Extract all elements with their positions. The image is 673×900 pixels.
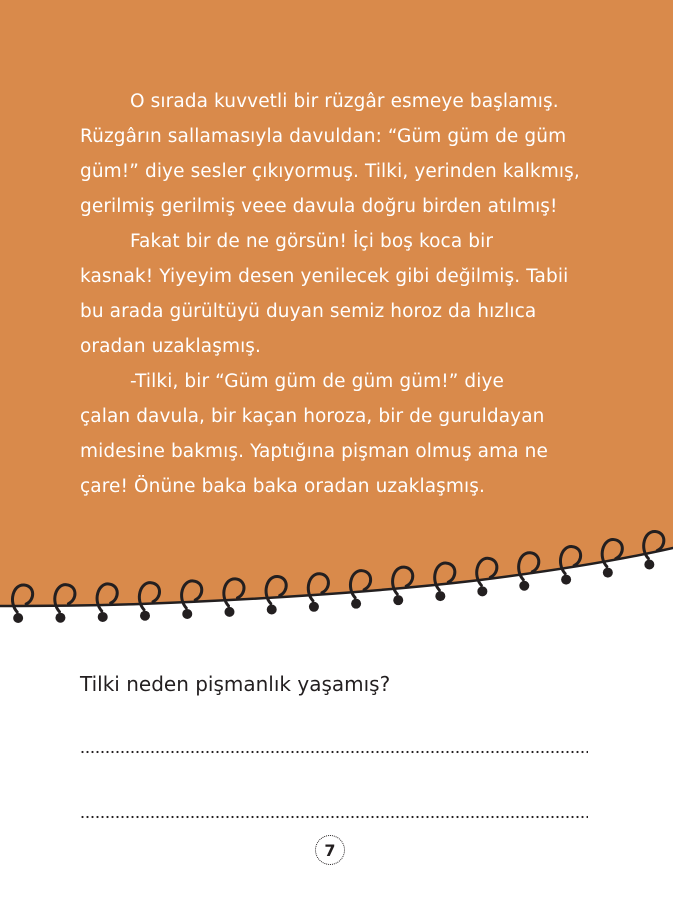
spiral-hole-icon xyxy=(182,609,192,619)
story-line: bu arada gürültüyü duyan semiz horoz da hızlıca xyxy=(80,301,537,322)
story-line: güm!” diye sesler çıkıyormuş. Tilki, yerinden kalkmış, xyxy=(80,161,580,182)
spiral-hole-icon xyxy=(644,560,654,570)
answer-line[interactable] xyxy=(80,815,588,819)
story-line: Rüzgârın sallamasıyla davuldan: “Güm güm de güm xyxy=(80,126,567,147)
story-line: çare! Önüne baka baka oradan uzaklaşmış. xyxy=(80,476,485,497)
spiral-hole-icon xyxy=(435,591,445,601)
spiral-hole-icon xyxy=(267,605,277,615)
page-number: 7 xyxy=(315,835,345,865)
spiral-hole-icon xyxy=(603,568,613,578)
spiral-hole-icon xyxy=(140,611,150,621)
spiral-hole-icon xyxy=(561,575,571,585)
story-line: oradan uzaklaşmış. xyxy=(80,336,262,357)
spiral-hole-icon xyxy=(519,581,529,591)
story-line: çalan davula, bir kaçan horoza, bir de guruldayan xyxy=(80,406,545,427)
spiral-hole-icon xyxy=(477,586,487,596)
spiral-hole-icon xyxy=(309,602,319,612)
spiral-hole-icon xyxy=(55,613,65,623)
story-line: kasnak! Yiyeyim desen yenilecek gibi değilmiş. Tabii xyxy=(80,266,569,287)
story-text xyxy=(80,84,620,504)
spiral-hole-icon xyxy=(224,607,234,617)
spiral-hole-icon xyxy=(393,595,403,605)
story-line: Fakat bir de ne görsün! İçi boş koca bir xyxy=(130,231,494,252)
spiral-hole-icon xyxy=(13,613,23,623)
story-line: gerilmiş gerilmiş veee davula doğru birden atılmış! xyxy=(80,196,558,217)
spiral-hole-icon xyxy=(351,599,361,609)
story-line: O sırada kuvvetli bir rüzgâr esmeye başlamış. xyxy=(130,91,559,112)
question-text: Tilki neden pişmanlık yaşamış? xyxy=(80,672,391,696)
spiral-hole-icon xyxy=(98,612,108,622)
answer-line[interactable] xyxy=(80,750,588,754)
story-line: midesine bakmış. Yaptığına pişman olmuş ama ne xyxy=(80,441,548,462)
story-line: -Tilki, bir “Güm güm de güm güm!” diye xyxy=(130,371,504,392)
